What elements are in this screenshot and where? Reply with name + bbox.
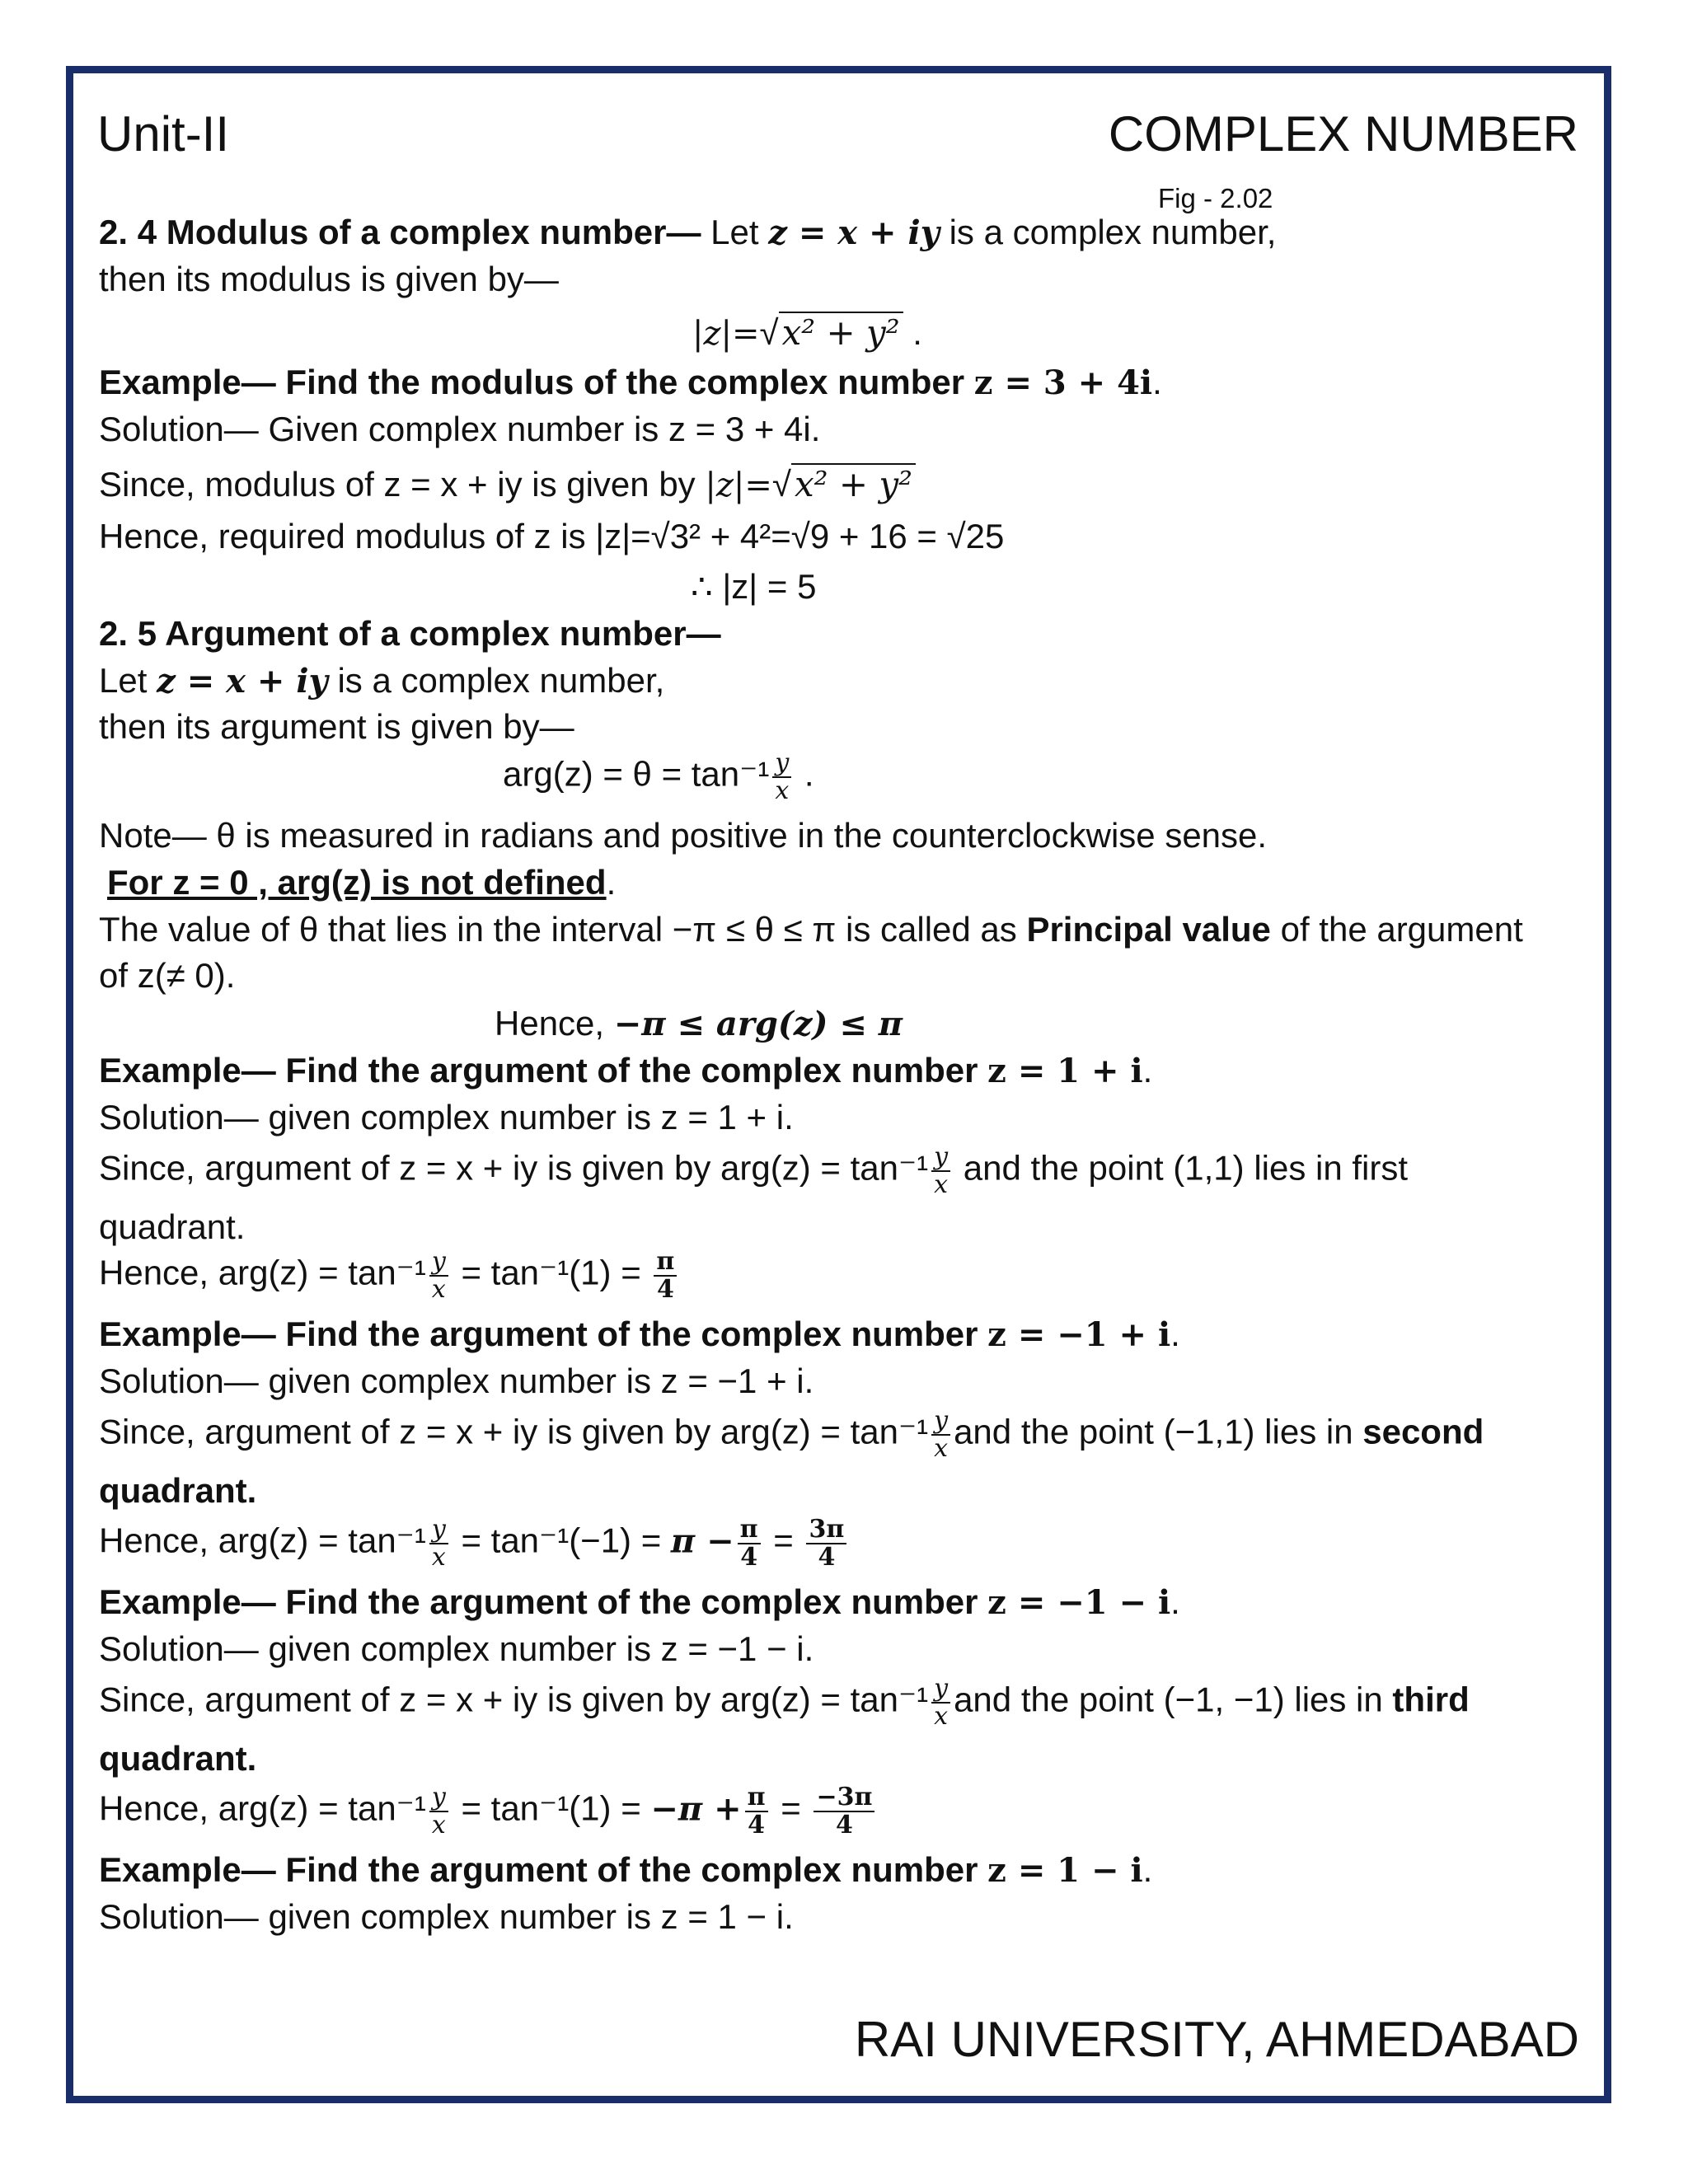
example-4-quadrant: quadrant. [99, 1739, 257, 1778]
example-4-solution: Solution— given complex number is z = −1 − i. [99, 1629, 814, 1668]
section-2-5-heading: 2. 5 Argument of a complex number— [99, 614, 721, 653]
modulus-formula: |z|=√x² + y² . [692, 312, 922, 353]
chapter-title: COMPLEX NUMBER [1108, 106, 1578, 162]
example-5-solution: Solution— given complex number is z = 1 − i. [99, 1897, 794, 1936]
unit-label: Unit-II [97, 106, 230, 162]
argument-intro: then its argument is given by— [99, 707, 574, 746]
section-heading: 2. 4 Modulus of a complex number— [99, 213, 701, 251]
argument-formula: arg(z) = θ = tan⁻¹ $\frac{y}{x}$ . [503, 748, 814, 805]
example-4-hence: Hence, arg(z) = tan⁻¹ $\frac{y}{x}$ = tan⁻¹(1) = −π + $\frac{\pi}{4}$ = $\frac{-3\pi}{4}$ [99, 1784, 878, 1838]
example-2-hence: Hence, arg(z) = tan⁻¹ $\frac{y}{x}$ = tan⁻¹(1) = $\frac{\pi}{4}$ [99, 1249, 680, 1302]
example-2-title: Example— Find the argument of the complex number z = 1 + i. [99, 1051, 1153, 1090]
example-3-title: Example— Find the argument of the complex number z = −1 + i. [99, 1315, 1180, 1354]
modulus-intro: then its modulus is given by— [99, 260, 559, 298]
example-3-hence: Hence, arg(z) = tan⁻¹ $\frac{y}{x}$ = tan⁻¹(−1) = π − $\frac{\pi}{4}$ = $\frac{3\pi}{4}$ [99, 1516, 850, 1570]
argument-undefined: For z = 0 , arg(z) is not defined. [107, 863, 617, 902]
principal-value-cont: of z(≠ 0). [99, 956, 236, 995]
principal-value-line: The value of θ that lies in the interval −π ≤ θ ≤ π is called as Principal value of the argument [99, 910, 1523, 949]
argument-note: Note— θ is measured in radians and positive in the counterclockwise sense. [99, 816, 1268, 855]
example-1-solution: Solution— Given complex number is z = 3 + 4i. [99, 410, 821, 448]
example-3-quadrant: quadrant. [99, 1471, 257, 1510]
university-footer: RAI UNIVERSITY, AHMEDABAD [854, 2012, 1579, 2067]
example-5-title: Example— Find the argument of the complex number z = 1 − i. [99, 1850, 1153, 1890]
example-4-since: Since, argument of z = x + iy is given by arg(z) = tan⁻¹ $\frac{y}{x}$ and the point (−1, −1) lies in third [99, 1674, 1470, 1731]
example-1-hence: Hence, required modulus of z is |z|=√3² + 4²=√9 + 16 = √25 [99, 517, 1005, 555]
example-2-quadrant: quadrant. [99, 1207, 246, 1246]
example-3-solution: Solution— given complex number is z = −1 + i. [99, 1361, 814, 1400]
principal-range: Hence, −π ≤ arg(z) ≤ π [495, 1004, 903, 1043]
example-1-title: Example— Find the modulus of the complex number z = 3 + 4i. [99, 363, 1162, 402]
example-1-result: ∴ |z| = 5 [691, 567, 817, 606]
figure-label: Fig - 2.02 [1158, 183, 1273, 213]
example-4-title: Example— Find the argument of the complex number z = −1 − i. [99, 1582, 1180, 1622]
example-1-since: Since, modulus of z = x + iy is given by |z|=√x² + y² [99, 463, 916, 504]
example-2-solution: Solution— given complex number is z = 1 + i. [99, 1098, 794, 1137]
argument-let-line: Let z = x + iy is a complex number, [99, 661, 665, 701]
example-3-since: Since, argument of z = x + iy is given by arg(z) = tan⁻¹ $\frac{y}{x}$ and the point (−1,1) lies in second [99, 1406, 1484, 1463]
example-2-since: Since, argument of z = x + iy is given by arg(z) = tan⁻¹ $\frac{y}{x}$ and the point (1,1) lies in first [99, 1142, 1409, 1199]
section-2-4-heading-line: 2. 4 Modulus of a complex number— Let z = x + iy is a complex number, [99, 213, 1277, 252]
